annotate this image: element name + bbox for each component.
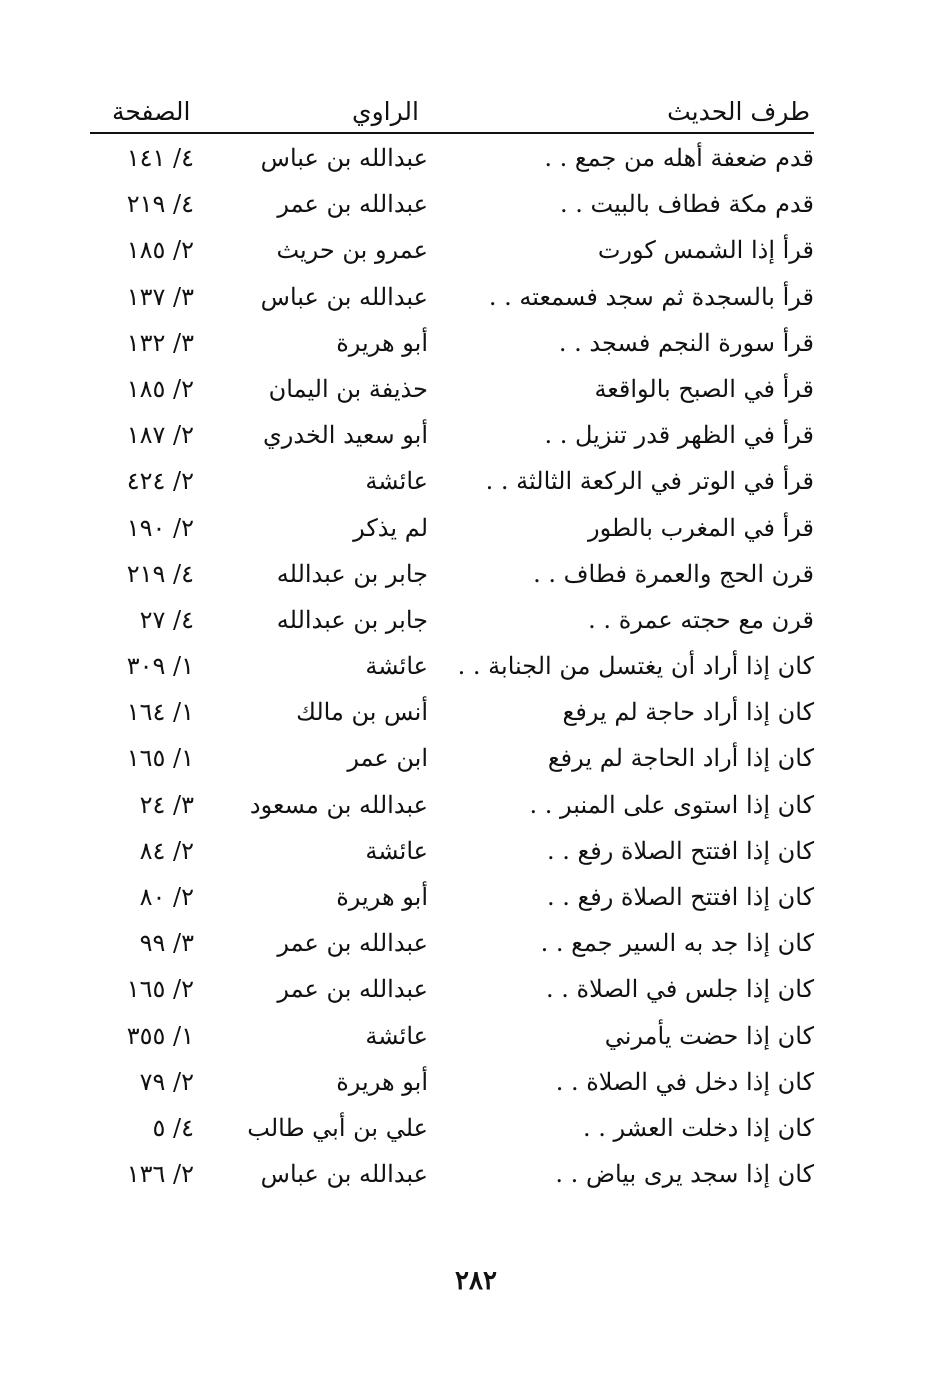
page-ref-cell: ٤/ ١٤١ xyxy=(126,144,194,172)
narrator-cell: أبو هريرة xyxy=(336,328,428,357)
hadith-cell: كان إذا أراد الحاجة لم يرفع xyxy=(547,744,814,773)
table-row xyxy=(0,413,952,459)
table-row xyxy=(0,182,952,228)
table-row xyxy=(0,1152,952,1198)
table-row xyxy=(0,598,952,644)
narrator-cell: عمرو بن حريث xyxy=(276,236,428,265)
hadith-cell: قرأ في الوتر في الركعة الثالثة . . xyxy=(485,467,814,496)
page-ref-cell: ٢/ ١٩٠ xyxy=(126,513,194,542)
table-row xyxy=(0,1014,952,1060)
hadith-cell: كان إذا دخلت العشر . . xyxy=(582,1113,814,1142)
narrator-cell: جابر بن عبدالله xyxy=(276,605,428,634)
table-header xyxy=(90,92,814,134)
page-ref-cell: ٤/ ٢١٩ xyxy=(126,559,194,588)
page-ref-cell: ٣/ ٢٤ xyxy=(139,790,194,819)
hadith-cell: قرأ إذا الشمس كورت xyxy=(597,236,814,265)
hadith-cell: كان إذا أراد أن يغتسل من الجنابة . . xyxy=(457,652,814,681)
page-ref-cell: ٣/ ١٣٢ xyxy=(126,328,194,357)
header-hadith: طرف الحديث xyxy=(667,97,810,126)
table-row xyxy=(0,136,952,182)
narrator-cell: ابن عمر xyxy=(347,744,428,773)
header-narrator: الراوي xyxy=(352,97,419,126)
table-row xyxy=(0,321,952,367)
hadith-cell: قرأ في الظهر قدر تنزيل . . xyxy=(544,421,814,450)
narrator-cell: عبدالله بن عباس xyxy=(260,1160,428,1189)
hadith-cell: قرأ سورة النجم فسجد . . xyxy=(558,328,814,357)
header-page: الصفحة xyxy=(112,97,191,126)
index-table xyxy=(0,136,952,1198)
narrator-cell: عبدالله بن عباس xyxy=(260,282,428,311)
table-row xyxy=(0,783,952,829)
narrator-cell: عبدالله بن مسعود xyxy=(249,790,428,819)
hadith-cell: قرن مع حجته عمرة . . xyxy=(588,605,814,634)
hadith-cell: كان إذا حضت يأمرني xyxy=(604,1021,814,1050)
hadith-cell: قرأ في المغرب بالطور xyxy=(588,513,814,542)
narrator-cell: عبدالله بن عمر xyxy=(277,975,428,1004)
page-ref-cell: ١/ ٣٥٥ xyxy=(126,1021,194,1050)
hadith-cell: كان إذا جلس في الصلاة . . xyxy=(546,975,814,1004)
hadith-cell: قدم مكة فطاف بالبيت . . xyxy=(559,190,814,219)
table-row xyxy=(0,1106,952,1152)
page-ref-cell: ٤/ ٢١٩ xyxy=(126,190,194,219)
hadith-cell: كان إذا أراد حاجة لم يرفع xyxy=(562,698,814,727)
table-row xyxy=(0,367,952,413)
narrator-cell: أبو هريرة xyxy=(336,883,428,911)
narrator-cell: لم يذكر xyxy=(353,513,428,542)
page-ref-cell: ٢/ ٧٩ xyxy=(139,1067,194,1096)
table-row xyxy=(0,644,952,690)
hadith-cell: كان إذا سجد يرى بياض . . xyxy=(555,1160,814,1189)
table-row xyxy=(0,1060,952,1106)
hadith-cell: كان إذا استوى على المنبر . . xyxy=(529,790,814,819)
narrator-cell: عائشة xyxy=(365,836,428,865)
narrator-cell: علي بن أبي طالب xyxy=(247,1113,428,1142)
page-ref-cell: ٢/ ٤٢٤ xyxy=(126,467,194,496)
table-row xyxy=(0,228,952,274)
narrator-cell: جابر بن عبدالله xyxy=(276,559,428,588)
page-ref-cell: ٢/ ١٨٥ xyxy=(126,374,194,403)
hadith-cell: كان إذا افتتح الصلاة رفع . . xyxy=(546,836,814,865)
page-ref-cell: ٣/ ١٣٧ xyxy=(126,282,194,311)
page-ref-cell: ٢/ ٨٤ xyxy=(139,836,194,865)
hadith-cell: قرأ في الصبح بالواقعة xyxy=(594,374,814,403)
narrator-cell: عائشة xyxy=(365,467,428,496)
narrator-cell: حذيفة بن اليمان xyxy=(268,374,428,403)
page-ref-cell: ١/ ٣٠٩ xyxy=(126,652,194,681)
table-row xyxy=(0,506,952,552)
hadith-cell: كان إذا دخل في الصلاة . . xyxy=(555,1067,814,1096)
table-row xyxy=(0,690,952,736)
page-ref-cell: ٢/ ١٨٥ xyxy=(126,236,194,265)
narrator-cell: أنس بن مالك xyxy=(296,698,428,727)
narrator-cell: أبو هريرة xyxy=(336,1067,428,1096)
table-row xyxy=(0,552,952,598)
narrator-cell: عبدالله بن عباس xyxy=(260,144,428,172)
hadith-cell: قدم ضعفة أهله من جمع . . xyxy=(544,144,814,172)
table-row xyxy=(0,736,952,782)
page-ref-cell: ٢/ ٨٠ xyxy=(139,883,194,911)
page-ref-cell: ٤/ ٢٧ xyxy=(139,605,194,634)
table-row xyxy=(0,875,952,921)
page-ref-cell: ١/ ١٦٥ xyxy=(126,744,194,773)
narrator-cell: عبدالله بن عمر xyxy=(277,190,428,219)
table-row xyxy=(0,921,952,967)
page-ref-cell: ١/ ١٦٤ xyxy=(126,698,194,727)
hadith-cell: قرن الحج والعمرة فطاف . . xyxy=(533,559,814,588)
page-ref-cell: ٢/ ١٣٦ xyxy=(126,1160,194,1189)
hadith-cell: كان إذا جد به السير جمع . . xyxy=(540,929,814,958)
table-row xyxy=(0,275,952,321)
table-row xyxy=(0,967,952,1013)
narrator-cell: أبو سعيد الخدري xyxy=(263,421,428,450)
table-row xyxy=(0,459,952,505)
page-ref-cell: ٢/ ١٨٧ xyxy=(126,421,194,450)
hadith-cell: قرأ بالسجدة ثم سجد فسمعته . . xyxy=(488,282,814,311)
page-ref-cell: ٣/ ٩٩ xyxy=(139,929,194,958)
narrator-cell: عبدالله بن عمر xyxy=(277,929,428,958)
table-row xyxy=(0,829,952,875)
hadith-cell: كان إذا افتتح الصلاة رفع . . xyxy=(546,883,814,911)
narrator-cell: عائشة xyxy=(365,1021,428,1050)
page-number: ٢٨٢ xyxy=(455,1266,497,1296)
page-ref-cell: ٢/ ١٦٥ xyxy=(126,975,194,1004)
narrator-cell: عائشة xyxy=(365,652,428,681)
page-ref-cell: ٤/ ٥ xyxy=(152,1113,194,1142)
